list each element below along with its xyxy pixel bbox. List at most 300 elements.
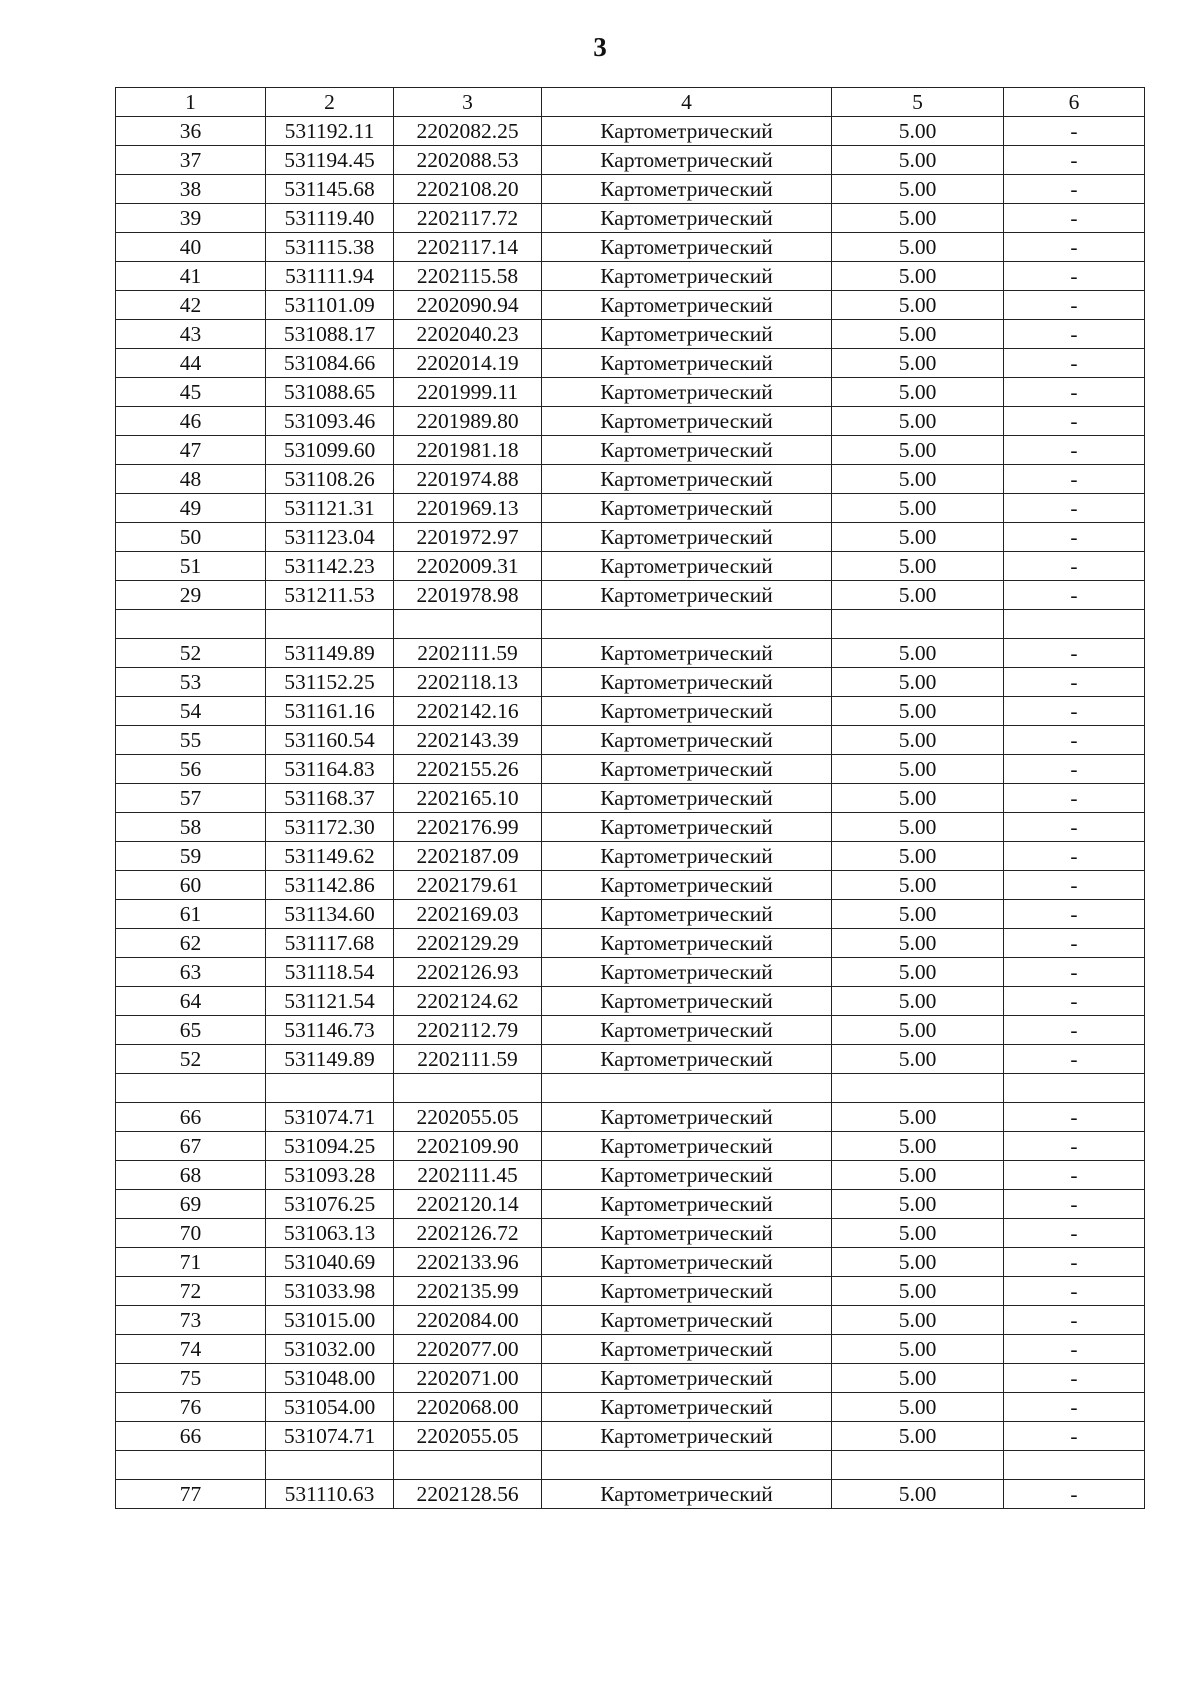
y-coordinate-cell: 2201989.80 [394,407,542,436]
point-number-cell: 39 [116,204,266,233]
point-number-cell: 50 [116,523,266,552]
table-row [116,1045,1145,1074]
point-number-cell: 52 [116,639,266,668]
accuracy-cell: 5.00 [832,1335,1004,1364]
method-cell: Картометрический [542,639,832,668]
x-coordinate-cell: 531152.25 [266,668,394,697]
method-cell: Картометрический [542,726,832,755]
y-coordinate-cell: 2202165.10 [394,784,542,813]
x-coordinate-cell: 531142.23 [266,552,394,581]
x-coordinate-cell: 531110.63 [266,1480,394,1509]
method-cell: Картометрический [542,523,832,552]
table-body [116,117,1145,1509]
description-cell: - [1004,1219,1145,1248]
table-row [116,320,1145,349]
table-row [116,1364,1145,1393]
y-coordinate-cell: 2202111.59 [394,1045,542,1074]
x-coordinate-cell: 531115.38 [266,233,394,262]
point-number-cell [116,1451,266,1480]
point-number-cell: 44 [116,349,266,378]
method-cell: Картометрический [542,1161,832,1190]
y-coordinate-cell: 2202129.29 [394,929,542,958]
method-cell: Картометрический [542,378,832,407]
page-number: 3 [593,32,607,62]
table-row [116,1248,1145,1277]
description-cell: - [1004,407,1145,436]
point-number-cell: 65 [116,1016,266,1045]
description-cell: - [1004,1132,1145,1161]
description-cell: - [1004,378,1145,407]
table-row [116,813,1145,842]
header-cell-1: 1 [116,88,266,117]
y-coordinate-cell: 2202117.14 [394,233,542,262]
accuracy-cell: 5.00 [832,146,1004,175]
method-cell: Картометрический [542,494,832,523]
accuracy-cell: 5.00 [832,320,1004,349]
accuracy-cell: 5.00 [832,697,1004,726]
y-coordinate-cell: 2202068.00 [394,1393,542,1422]
point-number-cell: 55 [116,726,266,755]
accuracy-cell: 5.00 [832,233,1004,262]
accuracy-cell: 5.00 [832,900,1004,929]
accuracy-cell: 5.00 [832,407,1004,436]
point-number-cell: 49 [116,494,266,523]
method-cell: Картометрический [542,407,832,436]
x-coordinate-cell: 531015.00 [266,1306,394,1335]
description-cell: - [1004,1364,1145,1393]
x-coordinate-cell: 531192.11 [266,117,394,146]
y-coordinate-cell: 2202126.93 [394,958,542,987]
table-row [116,465,1145,494]
y-coordinate-cell: 2202115.58 [394,262,542,291]
x-coordinate-cell: 531160.54 [266,726,394,755]
description-cell: - [1004,523,1145,552]
description-cell: - [1004,1045,1145,1074]
x-coordinate-cell: 531168.37 [266,784,394,813]
point-number-cell [116,610,266,639]
accuracy-cell: 5.00 [832,1422,1004,1451]
y-coordinate-cell: 2202077.00 [394,1335,542,1364]
method-cell: Картометрический [542,320,832,349]
description-cell: - [1004,929,1145,958]
table-row [116,378,1145,407]
y-coordinate-cell: 2202117.72 [394,204,542,233]
description-cell: - [1004,639,1145,668]
x-coordinate-cell: 531074.71 [266,1422,394,1451]
point-number-cell: 57 [116,784,266,813]
method-cell: Картометрический [542,1422,832,1451]
point-number-cell: 43 [116,320,266,349]
table-row [116,1335,1145,1364]
point-number-cell: 67 [116,1132,266,1161]
x-coordinate-cell: 531149.89 [266,1045,394,1074]
method-cell: Картометрический [542,871,832,900]
description-cell: - [1004,204,1145,233]
y-coordinate-cell: 2201969.13 [394,494,542,523]
x-coordinate-cell: 531142.86 [266,871,394,900]
table-row [116,407,1145,436]
method-cell: Картометрический [542,900,832,929]
y-coordinate-cell: 2202071.00 [394,1364,542,1393]
table-header [116,88,1145,117]
table-row [116,697,1145,726]
accuracy-cell: 5.00 [832,958,1004,987]
point-number-cell: 53 [116,668,266,697]
method-cell: Картометрический [542,552,832,581]
table-row [116,1306,1145,1335]
description-cell: - [1004,1277,1145,1306]
accuracy-cell: 5.00 [832,1364,1004,1393]
point-number-cell: 58 [116,813,266,842]
method-cell: Картометрический [542,1016,832,1045]
table-row [116,349,1145,378]
method-cell [542,610,832,639]
point-number-cell: 71 [116,1248,266,1277]
accuracy-cell: 5.00 [832,1393,1004,1422]
table-row [116,291,1145,320]
y-coordinate-cell: 2202124.62 [394,987,542,1016]
y-coordinate-cell: 2202084.00 [394,1306,542,1335]
accuracy-cell: 5.00 [832,987,1004,1016]
description-cell: - [1004,1103,1145,1132]
point-number-cell: 72 [116,1277,266,1306]
table-row [116,726,1145,755]
table-row [116,494,1145,523]
accuracy-cell: 5.00 [832,871,1004,900]
x-coordinate-cell: 531074.71 [266,1103,394,1132]
x-coordinate-cell: 531211.53 [266,581,394,610]
description-cell [1004,610,1145,639]
method-cell: Картометрический [542,1103,832,1132]
method-cell: Картометрический [542,465,832,494]
point-number-cell: 66 [116,1103,266,1132]
table-row [116,668,1145,697]
description-cell: - [1004,436,1145,465]
point-number-cell: 38 [116,175,266,204]
accuracy-cell: 5.00 [832,436,1004,465]
y-coordinate-cell: 2202108.20 [394,175,542,204]
table-row [116,204,1145,233]
description-cell: - [1004,581,1145,610]
description-cell [1004,1074,1145,1103]
accuracy-cell: 5.00 [832,291,1004,320]
method-cell: Картометрический [542,697,832,726]
description-cell: - [1004,813,1145,842]
point-number-cell: 60 [116,871,266,900]
description-cell: - [1004,175,1145,204]
y-coordinate-cell: 2202112.79 [394,1016,542,1045]
point-number-cell: 37 [116,146,266,175]
description-cell: - [1004,233,1145,262]
method-cell: Картометрический [542,1306,832,1335]
accuracy-cell: 5.00 [832,1306,1004,1335]
y-coordinate-cell: 2202176.99 [394,813,542,842]
method-cell: Картометрический [542,842,832,871]
accuracy-cell: 5.00 [832,842,1004,871]
x-coordinate-cell: 531117.68 [266,929,394,958]
x-coordinate-cell: 531149.89 [266,639,394,668]
y-coordinate-cell: 2201974.88 [394,465,542,494]
x-coordinate-cell: 531084.66 [266,349,394,378]
method-cell: Картометрический [542,204,832,233]
accuracy-cell: 5.00 [832,1103,1004,1132]
x-coordinate-cell: 531121.54 [266,987,394,1016]
description-cell: - [1004,726,1145,755]
x-coordinate-cell: 531108.26 [266,465,394,494]
x-coordinate-cell: 531033.98 [266,1277,394,1306]
point-number-cell: 48 [116,465,266,494]
y-coordinate-cell: 2202055.05 [394,1103,542,1132]
y-coordinate-cell: 2202142.16 [394,697,542,726]
x-coordinate-cell: 531032.00 [266,1335,394,1364]
description-cell: - [1004,1248,1145,1277]
x-coordinate-cell [266,1074,394,1103]
point-number-cell: 59 [116,842,266,871]
description-cell: - [1004,871,1145,900]
description-cell: - [1004,1480,1145,1509]
description-cell: - [1004,1016,1145,1045]
header-cell-5: 5 [832,88,1004,117]
method-cell: Картометрический [542,1132,832,1161]
y-coordinate-cell: 2201981.18 [394,436,542,465]
description-cell: - [1004,291,1145,320]
y-coordinate-cell [394,1074,542,1103]
table-row [116,755,1145,784]
point-number-cell: 61 [116,900,266,929]
table-row [116,523,1145,552]
point-number-cell [116,1074,266,1103]
point-number-cell: 51 [116,552,266,581]
y-coordinate-cell: 2202155.26 [394,755,542,784]
accuracy-cell: 5.00 [832,1161,1004,1190]
y-coordinate-cell: 2202135.99 [394,1277,542,1306]
y-coordinate-cell: 2202009.31 [394,552,542,581]
table-row [116,1132,1145,1161]
y-coordinate-cell: 2202055.05 [394,1422,542,1451]
point-number-cell: 68 [116,1161,266,1190]
point-number-cell: 40 [116,233,266,262]
point-number-cell: 70 [116,1219,266,1248]
header-cell-2: 2 [266,88,394,117]
x-coordinate-cell: 531118.54 [266,958,394,987]
y-coordinate-cell: 2201999.11 [394,378,542,407]
header-cell-4: 4 [542,88,832,117]
method-cell: Картометрический [542,349,832,378]
method-cell: Картометрический [542,1190,832,1219]
x-coordinate-cell: 531194.45 [266,146,394,175]
accuracy-cell: 5.00 [832,465,1004,494]
point-number-cell: 52 [116,1045,266,1074]
x-coordinate-cell: 531093.46 [266,407,394,436]
accuracy-cell: 5.00 [832,1016,1004,1045]
method-cell: Картометрический [542,262,832,291]
table-row [116,784,1145,813]
method-cell: Картометрический [542,233,832,262]
description-cell: - [1004,1306,1145,1335]
method-cell: Картометрический [542,117,832,146]
x-coordinate-cell: 531093.28 [266,1161,394,1190]
method-cell: Картометрический [542,1335,832,1364]
description-cell: - [1004,755,1145,784]
table-row [116,1190,1145,1219]
accuracy-cell: 5.00 [832,726,1004,755]
description-cell: - [1004,1190,1145,1219]
x-coordinate-cell: 531149.62 [266,842,394,871]
x-coordinate-cell: 531048.00 [266,1364,394,1393]
table-row [116,1074,1145,1103]
table-row [116,610,1145,639]
x-coordinate-cell: 531119.40 [266,204,394,233]
y-coordinate-cell: 2202082.25 [394,117,542,146]
point-number-cell: 41 [116,262,266,291]
x-coordinate-cell: 531121.31 [266,494,394,523]
table-row [116,552,1145,581]
table-row [116,842,1145,871]
method-cell: Картометрический [542,929,832,958]
table-row [116,233,1145,262]
header-cell-3: 3 [394,88,542,117]
x-coordinate-cell: 531172.30 [266,813,394,842]
accuracy-cell: 5.00 [832,1248,1004,1277]
point-number-cell: 63 [116,958,266,987]
table-row [116,436,1145,465]
accuracy-cell: 5.00 [832,262,1004,291]
x-coordinate-cell: 531145.68 [266,175,394,204]
x-coordinate-cell: 531161.16 [266,697,394,726]
y-coordinate-cell: 2201978.98 [394,581,542,610]
x-coordinate-cell: 531094.25 [266,1132,394,1161]
method-cell [542,1451,832,1480]
accuracy-cell [832,1074,1004,1103]
method-cell: Картометрический [542,436,832,465]
table-row [116,117,1145,146]
y-coordinate-cell: 2202126.72 [394,1219,542,1248]
point-number-cell: 66 [116,1422,266,1451]
accuracy-cell: 5.00 [832,175,1004,204]
accuracy-cell: 5.00 [832,1132,1004,1161]
method-cell: Картометрический [542,146,832,175]
table-row [116,871,1145,900]
point-number-cell: 76 [116,1393,266,1422]
y-coordinate-cell [394,610,542,639]
point-number-cell: 64 [116,987,266,1016]
description-cell: - [1004,117,1145,146]
method-cell: Картометрический [542,1393,832,1422]
y-coordinate-cell: 2202169.03 [394,900,542,929]
y-coordinate-cell: 2202120.14 [394,1190,542,1219]
point-number-cell: 36 [116,117,266,146]
point-number-cell: 29 [116,581,266,610]
table-row [116,929,1145,958]
header-row [116,88,1145,117]
accuracy-cell: 5.00 [832,378,1004,407]
method-cell: Картометрический [542,1277,832,1306]
x-coordinate-cell: 531054.00 [266,1393,394,1422]
method-cell: Картометрический [542,1480,832,1509]
y-coordinate-cell: 2202111.59 [394,639,542,668]
description-cell: - [1004,842,1145,871]
description-cell: - [1004,668,1145,697]
accuracy-cell: 5.00 [832,1045,1004,1074]
accuracy-cell: 5.00 [832,668,1004,697]
table-row [116,1016,1145,1045]
table-row [116,1451,1145,1480]
y-coordinate-cell: 2202088.53 [394,146,542,175]
description-cell: - [1004,1161,1145,1190]
table-row [116,175,1145,204]
x-coordinate-cell: 531063.13 [266,1219,394,1248]
method-cell: Картометрический [542,581,832,610]
point-number-cell: 45 [116,378,266,407]
description-cell: - [1004,900,1145,929]
x-coordinate-cell: 531123.04 [266,523,394,552]
table-row [116,1277,1145,1306]
coordinates-table [115,87,1145,1509]
point-number-cell: 69 [116,1190,266,1219]
method-cell: Картометрический [542,1364,832,1393]
description-cell: - [1004,262,1145,291]
header-cell-6: 6 [1004,88,1145,117]
x-coordinate-cell: 531146.73 [266,1016,394,1045]
accuracy-cell: 5.00 [832,1277,1004,1306]
accuracy-cell: 5.00 [832,813,1004,842]
point-number-cell: 62 [116,929,266,958]
method-cell: Картометрический [542,1045,832,1074]
y-coordinate-cell: 2202090.94 [394,291,542,320]
table-row [116,1161,1145,1190]
y-coordinate-cell: 2201972.97 [394,523,542,552]
method-cell: Картометрический [542,755,832,784]
point-number-cell: 54 [116,697,266,726]
y-coordinate-cell: 2202109.90 [394,1132,542,1161]
table-row [116,1393,1145,1422]
table-row [116,639,1145,668]
accuracy-cell [832,610,1004,639]
accuracy-cell: 5.00 [832,552,1004,581]
description-cell: - [1004,146,1145,175]
y-coordinate-cell: 2202128.56 [394,1480,542,1509]
table-row [116,581,1145,610]
description-cell: - [1004,465,1145,494]
y-coordinate-cell [394,1451,542,1480]
description-cell: - [1004,784,1145,813]
accuracy-cell: 5.00 [832,755,1004,784]
accuracy-cell: 5.00 [832,639,1004,668]
y-coordinate-cell: 2202179.61 [394,871,542,900]
table-row [116,987,1145,1016]
table-row [116,900,1145,929]
point-number-cell: 73 [116,1306,266,1335]
x-coordinate-cell [266,610,394,639]
y-coordinate-cell: 2202118.13 [394,668,542,697]
accuracy-cell: 5.00 [832,349,1004,378]
y-coordinate-cell: 2202014.19 [394,349,542,378]
y-coordinate-cell: 2202133.96 [394,1248,542,1277]
accuracy-cell: 5.00 [832,929,1004,958]
description-cell: - [1004,494,1145,523]
method-cell: Картометрический [542,958,832,987]
accuracy-cell: 5.00 [832,1480,1004,1509]
x-coordinate-cell: 531088.65 [266,378,394,407]
x-coordinate-cell: 531134.60 [266,900,394,929]
table-row [116,1219,1145,1248]
x-coordinate-cell: 531164.83 [266,755,394,784]
description-cell: - [1004,958,1145,987]
method-cell: Картометрический [542,813,832,842]
description-cell: - [1004,1422,1145,1451]
x-coordinate-cell: 531076.25 [266,1190,394,1219]
point-number-cell: 75 [116,1364,266,1393]
